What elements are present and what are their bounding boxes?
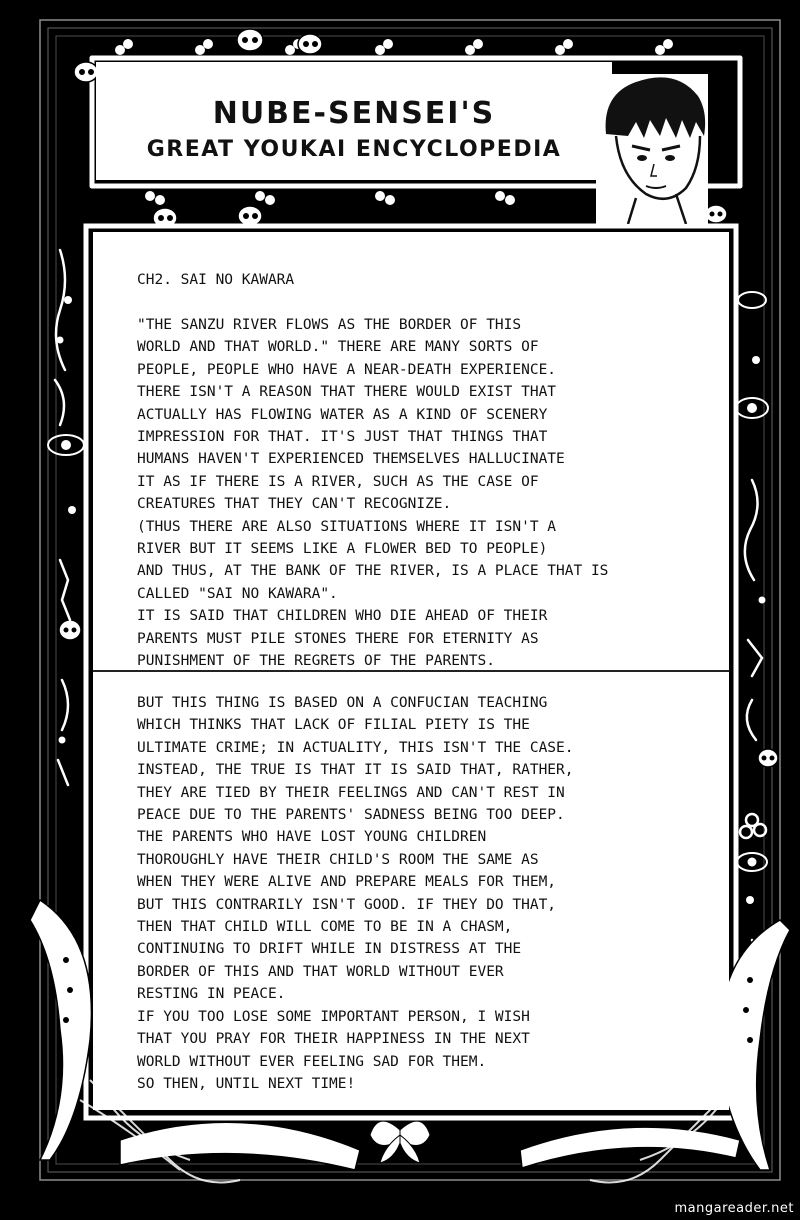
watermark: mangareader.net xyxy=(674,1201,794,1216)
text-line: CREATURES THAT THEY CAN'T RECOGNIZE. xyxy=(137,496,452,513)
skeleton-icon xyxy=(55,250,70,785)
text-line: THEY ARE TIED BY THEIR FEELINGS AND CAN'T REST IN xyxy=(137,784,565,801)
page-subtitle: GREAT YOUKAI ENCYCLOPEDIA xyxy=(146,137,562,162)
portrait-icon xyxy=(596,74,708,224)
text-line: IMPRESSION FOR THAT. IT'S JUST THAT THINGS THAT xyxy=(137,429,548,446)
text-line: RIVER BUT IT SEEMS LIKE A FLOWER BED TO PEOPLE) xyxy=(137,541,548,558)
text-line: THERE ISN'T A REASON THAT THERE WOULD EXIST THAT xyxy=(137,384,557,401)
text-line: BUT THIS CONTRARILY ISN'T GOOD. IF THEY DO THAT, xyxy=(137,896,557,913)
text-line: WORLD AND THAT WORLD." THERE ARE MANY SORTS OF xyxy=(137,339,539,356)
text-line: AND THUS, AT THE BANK OF THE RIVER, IS A PLACE THAT IS xyxy=(137,563,609,580)
text-line: INSTEAD, THE TRUE IS THAT IT IS SAID THAT, RATHER, xyxy=(137,762,574,779)
text-line: CONTINUING TO DRIFT WHILE IN DISTRESS AT THE xyxy=(137,941,522,958)
text-line: (THUS THERE ARE ALSO SITUATIONS WHERE IT ISN'T A xyxy=(137,518,557,535)
butterfly-icon xyxy=(370,1121,430,1163)
text-line: BORDER OF THIS AND THAT WORLD WITHOUT EVER xyxy=(137,963,504,980)
text-line: PUNISHMENT OF THE REGRETS OF THE PARENTS. xyxy=(137,653,495,670)
text-line: THOROUGHLY HAVE THEIR CHILD'S ROOM THE SAME AS xyxy=(137,851,539,868)
encyclopedia-entry xyxy=(93,232,729,1110)
text-line: CALLED "SAI NO KAWARA". xyxy=(137,585,338,602)
text-line: ULTIMATE CRIME; IN ACTUALITY, THIS ISN'T THE CASE. xyxy=(137,739,574,756)
text-line: RESTING IN PEACE. xyxy=(137,986,286,1003)
text-line: WHEN THEY WERE ALIVE AND PREPARE MEALS FOR THEM, xyxy=(137,874,557,891)
text-line: SO THEN, UNTIL NEXT TIME! xyxy=(137,1075,356,1092)
text-line: WHICH THINKS THAT LACK OF FILIAL PIETY IS THE xyxy=(137,717,530,734)
text-line: BUT THIS THING IS BASED ON A CONFUCIAN TEACHING xyxy=(137,695,548,711)
text-line: THAT YOU PRAY FOR THEIR HAPPINESS IN THE NEXT xyxy=(137,1031,530,1048)
text-line: "THE SANZU RIVER FLOWS AS THE BORDER OF THIS xyxy=(137,317,522,333)
text-line: THE PARENTS WHO HAVE LOST YOUNG CHILDREN xyxy=(137,829,487,846)
section-divider xyxy=(93,670,729,672)
text-line: PEOPLE, PEOPLE WHO HAVE A NEAR-DEATH EXPERIENCE. xyxy=(137,361,557,378)
title-panel xyxy=(96,62,612,180)
text-line: IF YOU TOO LOSE SOME IMPORTANT PERSON, I WISH xyxy=(137,1008,530,1025)
text-line: THEN THAT CHILD WILL COME TO BE IN A CHASM, xyxy=(137,919,513,936)
text-line: PARENTS MUST PILE STONES THERE FOR ETERNITY AS xyxy=(137,630,539,647)
text-line: IT AS IF THERE IS A RIVER, SUCH AS THE CASE OF xyxy=(137,473,539,490)
paragraph-1 xyxy=(137,314,697,673)
text-line: HUMANS HAVEN'T EXPERIENCED THEMSELVES HALLUCINATE xyxy=(137,451,565,468)
page-title: NUBE-SENSEI'S xyxy=(212,96,496,131)
paragraph-2 xyxy=(137,692,697,1095)
text-line: IT IS SAID THAT CHILDREN WHO DIE AHEAD OF THEIR xyxy=(137,608,548,625)
text-line: PEACE DUE TO THE PARENTS' SADNESS BEING TOO DEEP. xyxy=(137,807,565,824)
text-line: ACTUALLY HAS FLOWING WATER AS A KIND OF SCENERY xyxy=(137,406,548,423)
chapter-heading: CH2. SAI NO KAWARA xyxy=(137,272,295,288)
text-line: WORLD WITHOUT EVER FEELING SAD FOR THEM. xyxy=(137,1053,487,1070)
